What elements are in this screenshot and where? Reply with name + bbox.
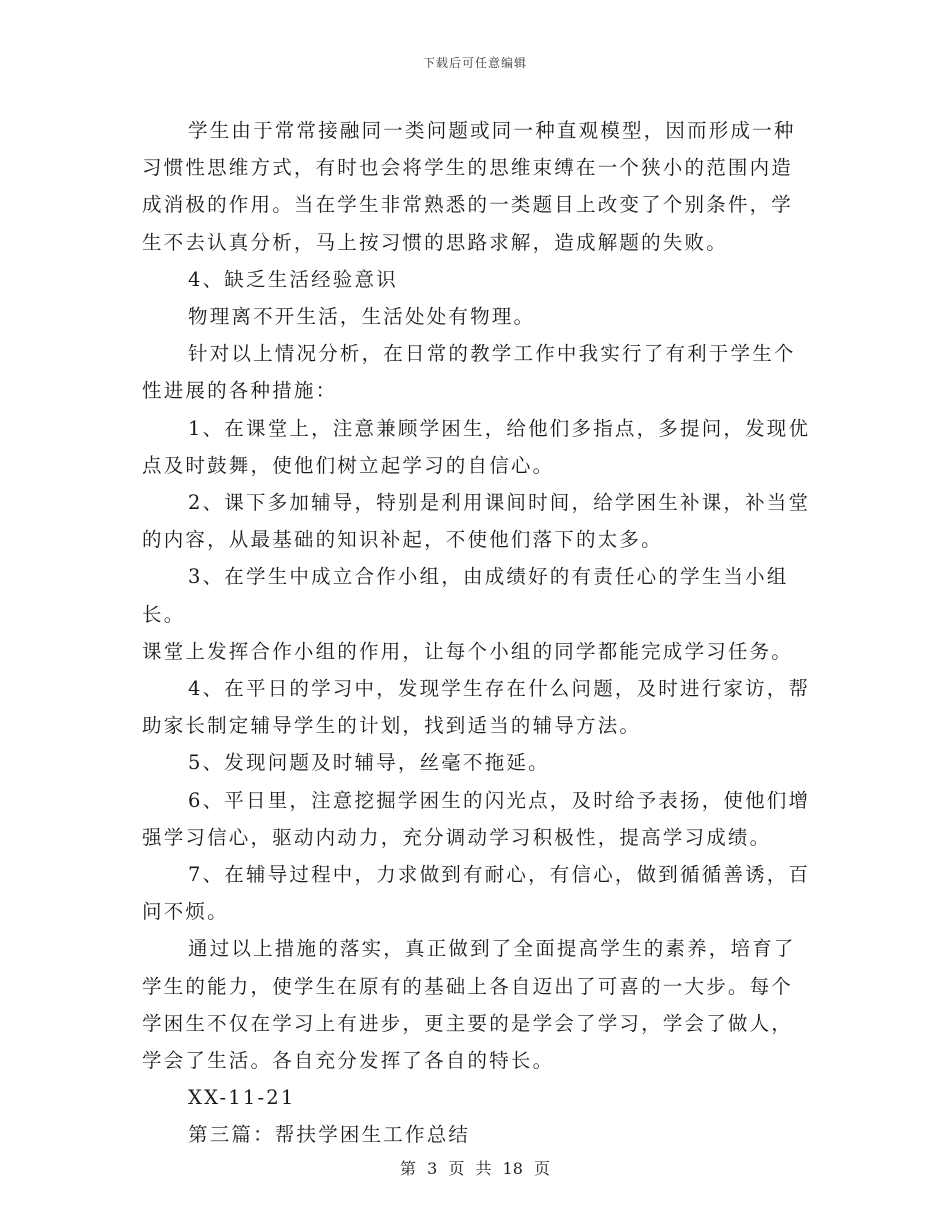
measure-item-4: 4、在平日的学习中，发现学生存在什么问题，及时进行家访，帮 助家长制定辅导学生的计划，找到适当的辅导方法。	[142, 677, 811, 738]
measure-item-7: 7、在辅导过程中，力求做到有耐心，有信心，做到循循善诱，百 问不烦。	[142, 863, 811, 924]
section-title-part-three: 第三篇：帮扶学困生工作总结	[188, 1123, 471, 1147]
measure-item-2: 2、课下多加辅导，特别是利用课间时间，给学困生补课，补当堂 的内容，从最基础的知识补起，不使他们落下的太多。	[142, 491, 811, 552]
measure-item-5: 5、发现问题及时辅导，丝毫不拖延。	[188, 751, 550, 775]
paragraph-physics-life: 物理离不开生活，生活处处有物理。	[188, 305, 536, 329]
paragraph-habitual-thinking: 学生由于常常接融同一类问题或同一种直观模型，因而形成一种 习惯性思维方式，有时也会将学生的思维束缚在一个狭小的范围内造 成消极的作用。当在学生非常熟悉的一类题目上改变了个别条件，学 生不去认真分析，马上按习惯的思路求解，造成解题的失败。	[142, 119, 796, 254]
measure-item-1: 1、在课堂上，注意兼顾学困生，给他们多指点，多提问，发现优 点及时鼓舞，使他们树立起学习的自信心。	[142, 416, 811, 477]
heading-lack-life-experience: 4、缺乏生活经验意识	[188, 267, 398, 291]
page-number: 第 3 页 共 18 页	[400, 1159, 550, 1178]
measure-item-3: 3、在学生中成立合作小组，由成绩好的有责任心的学生当小组长。 课堂上发挥合作小组的作用，让每个小组的同学都能完成学习任务。	[142, 565, 794, 663]
document-date: XX-11-21	[188, 1086, 296, 1110]
paragraph-measures-intro: 针对以上情况分析，在日常的教学工作中我实行了有利于学生个 性进展的各种措施：	[142, 342, 796, 403]
header-note: 下载后可任意编辑	[422, 56, 527, 70]
document-body	[142, 112, 822, 1154]
paragraph-conclusion: 通过以上措施的落实，真正做到了全面提高学生的素养，培育了 学生的能力，使学生在原有的基础上各自迈出了可喜的一大步。每个 学困生不仅在学习上有进步，更主要的是学会了学习，学会了做人， 学会了生活。各自充分发挥了各自的特长。	[142, 937, 796, 1073]
measure-item-6: 6、平日里，注意挖掘学困生的闪光点，及时给予表扬，使他们增 强学习信心，驱动内动力，充分调动学习积极性，提高学习成绩。	[142, 788, 811, 849]
